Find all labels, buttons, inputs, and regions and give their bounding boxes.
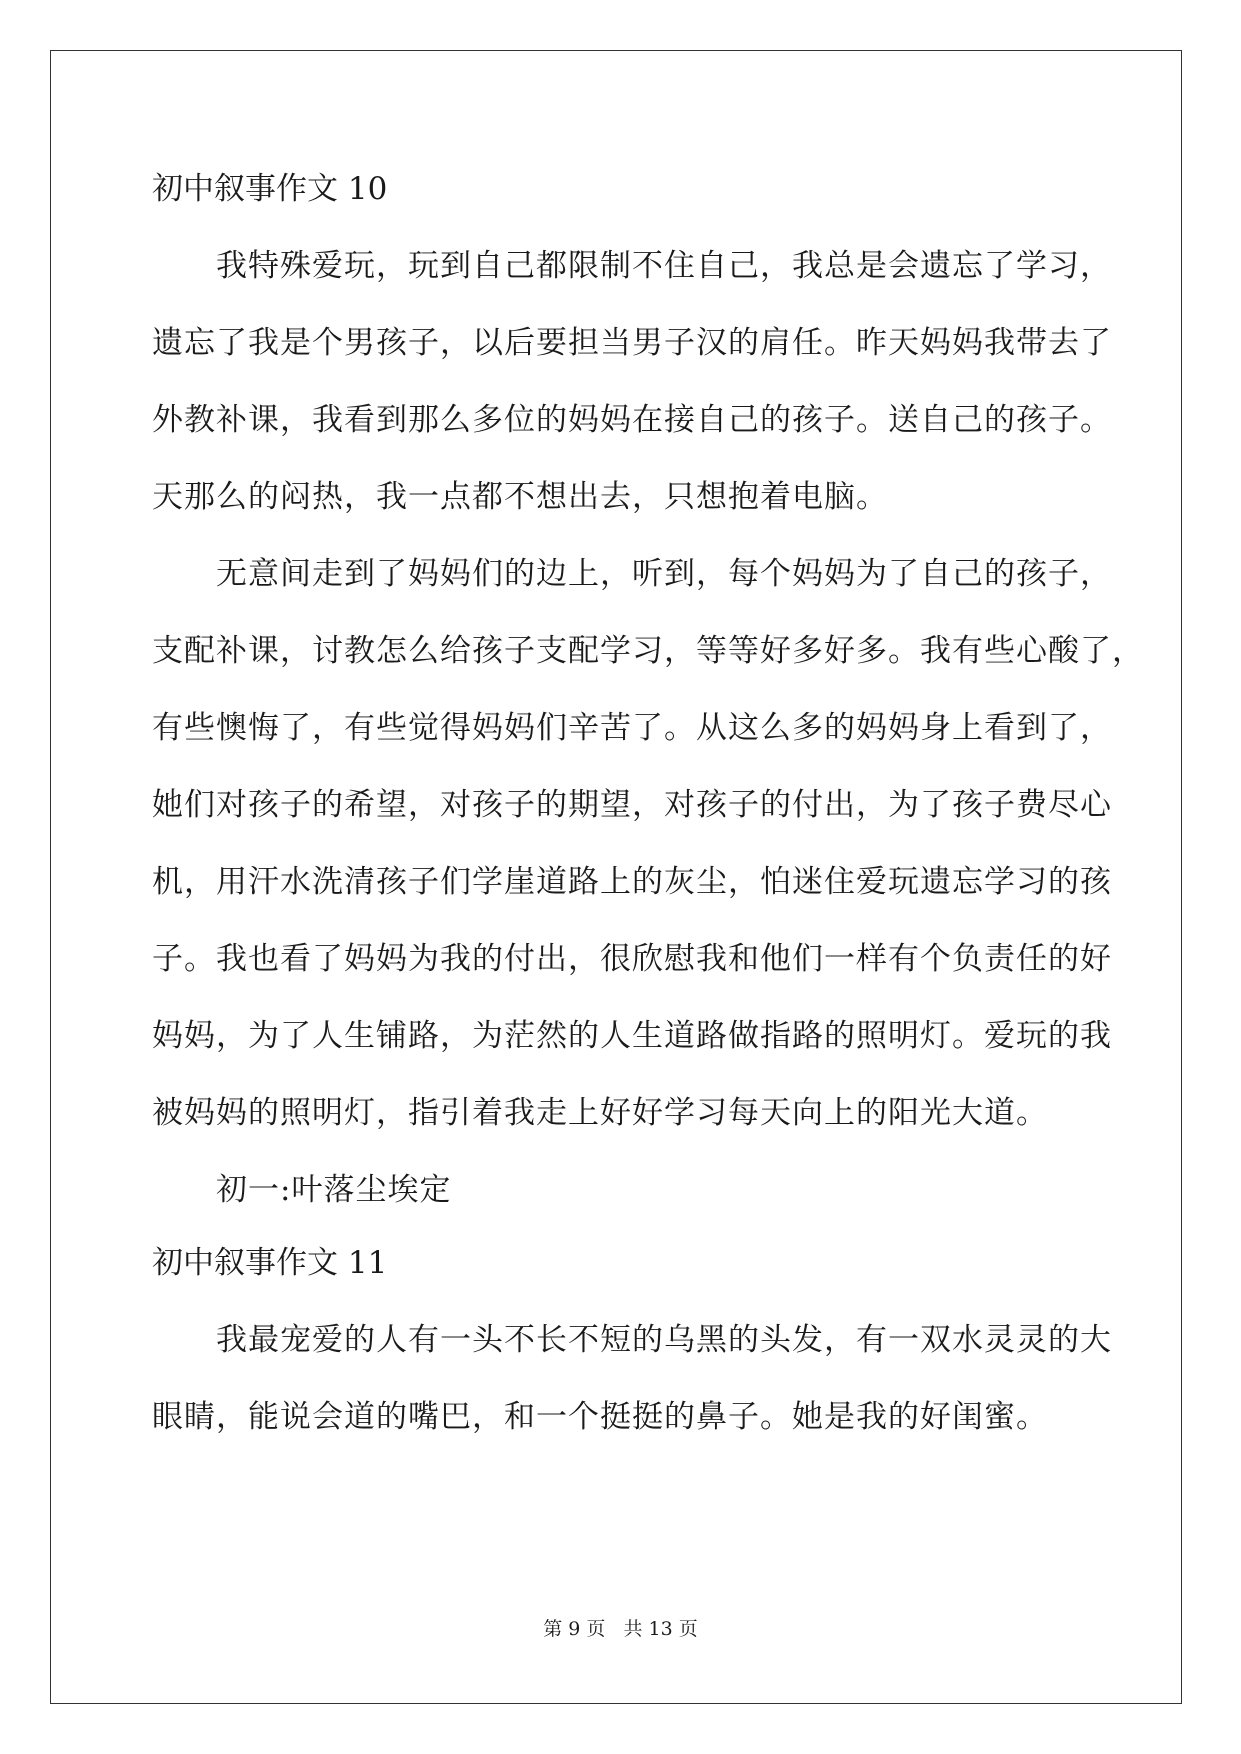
text-line: 有些懊悔了，有些觉得妈妈们辛苦了。从这么多的妈妈身上看到了，	[152, 710, 1112, 746]
text-line: 支配补课，讨教怎么给孩子支配学习，等等好多好多。我有些心酸了，	[152, 633, 1144, 669]
text-line: 我特殊爱玩，玩到自己都限制不住自己，我总是会遗忘了学习，	[216, 248, 1112, 284]
text-line: 我最宠爱的人有一头不长不短的乌黑的头发，有一双水灵灵的大	[216, 1322, 1112, 1358]
paragraph	[152, 549, 1144, 1165]
text-line: 被妈妈的照明灯，指引着我走上好好学习每天向上的阳光大道。	[152, 1095, 1048, 1131]
text-line: 她们对孩子的希望，对孩子的期望，对孩子的付出，为了孩子费尽心	[152, 787, 1112, 823]
paragraph	[152, 241, 1112, 549]
text-line: 遗忘了我是个男孩子，以后要担当男子汉的肩任。昨天妈妈我带去了	[152, 325, 1112, 361]
page-footer	[0, 1614, 1241, 1641]
text-line: 妈妈，为了人生铺路，为茫然的人生道路做指路的照明灯。爱玩的我	[152, 1018, 1112, 1054]
document-body	[152, 164, 1144, 1469]
paragraph	[152, 1165, 1100, 1238]
text-line: 初一:叶落尘埃定	[216, 1172, 452, 1208]
page-number: 第 9 页	[543, 1618, 606, 1640]
paragraph	[152, 1315, 1112, 1469]
section-title: 初中叙事作文 10	[152, 171, 388, 207]
section-title: 初中叙事作文 11	[152, 1245, 388, 1281]
page-total: 共 13 页	[623, 1618, 698, 1640]
text-line: 机，用汗水洗清孩子们学崖道路上的灰尘，怕迷住爱玩遗忘学习的孩	[152, 864, 1112, 900]
text-line: 眼睛，能说会道的嘴巴，和一个挺挺的鼻子。她是我的好闺蜜。	[152, 1399, 1048, 1435]
text-line: 子。我也看了妈妈为我的付出，很欣慰我和他们一样有个负责任的好	[152, 941, 1112, 977]
text-line: 无意间走到了妈妈们的边上，听到，每个妈妈为了自己的孩子，	[216, 556, 1112, 592]
text-line: 外教补课，我看到那么多位的妈妈在接自己的孩子。送自己的孩子。	[152, 402, 1112, 438]
text-line: 天那么的闷热，我一点都不想出去，只想抱着电脑。	[152, 479, 888, 515]
